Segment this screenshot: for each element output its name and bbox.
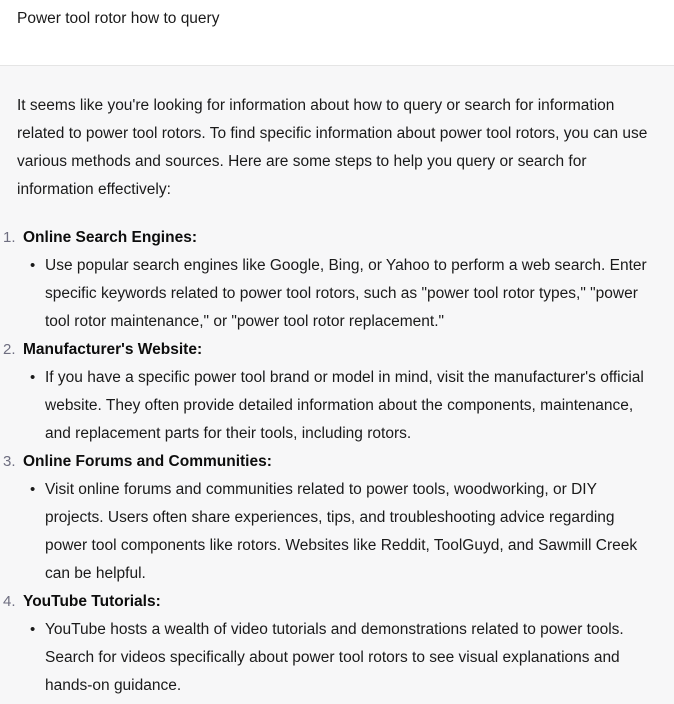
body-line: power tool components like rotors. Websites like Reddit, ToolGuyd, and Sawmill Creek — [45, 537, 638, 554]
body-line: tool rotor maintenance," or "power tool rotor replacement." — [45, 313, 445, 330]
list-item-number: 2. — [3, 341, 16, 358]
list-item-heading: Online Forums and Communities: — [23, 453, 272, 470]
bullet-icon: • — [30, 621, 36, 638]
list-item-number: 3. — [3, 453, 16, 470]
intro-line: related to power tool rotors. To find specific information about power tool rotors, you can use — [17, 125, 648, 142]
list-item-body — [45, 616, 670, 700]
bullet-icon: • — [30, 257, 36, 274]
body-line: can be helpful. — [45, 565, 146, 582]
bullet-icon: • — [30, 481, 36, 498]
list-item-heading: YouTube Tutorials: — [23, 593, 161, 610]
user-message-text: Power tool rotor how to query — [17, 10, 220, 27]
list-item-number: 4. — [3, 593, 16, 610]
assistant-intro-paragraph — [17, 92, 667, 204]
list-item-body — [45, 364, 670, 448]
body-line: YouTube hosts a wealth of video tutorials and demonstrations related to power tools. — [45, 621, 624, 638]
intro-line: It seems like you're looking for information about how to query or search for information — [17, 97, 615, 114]
body-line: hands-on guidance. — [45, 677, 182, 694]
bullet-icon: • — [30, 369, 36, 386]
body-line: projects. Users often share experiences, tips, and troubleshooting advice regarding — [45, 509, 615, 526]
list-item-number: 1. — [3, 229, 16, 246]
body-line: Search for videos specifically about power tool rotors to see visual explanations and — [45, 649, 620, 666]
assistant-message — [0, 66, 674, 704]
intro-line: information effectively: — [17, 181, 171, 198]
user-message — [0, 0, 674, 66]
list-item-body — [45, 252, 670, 336]
body-line: Use popular search engines like Google, Bing, or Yahoo to perform a web search. Enter — [45, 257, 647, 274]
body-line: and replacement parts for their tools, including rotors. — [45, 425, 412, 442]
list-item-heading: Online Search Engines: — [23, 229, 197, 246]
list-item-heading: Manufacturer's Website: — [23, 341, 203, 358]
body-line: website. They often provide detailed information about the components, maintenance, — [45, 397, 634, 414]
list-item-body — [45, 476, 670, 588]
intro-line: various methods and sources. Here are some steps to help you query or search for — [17, 153, 587, 170]
body-line: Visit online forums and communities related to power tools, woodworking, or DIY — [45, 481, 597, 498]
body-line: If you have a specific power tool brand or model in mind, visit the manufacturer's official — [45, 369, 644, 386]
body-line: specific keywords related to power tool rotors, such as "power tool rotor types," "power — [45, 285, 638, 302]
